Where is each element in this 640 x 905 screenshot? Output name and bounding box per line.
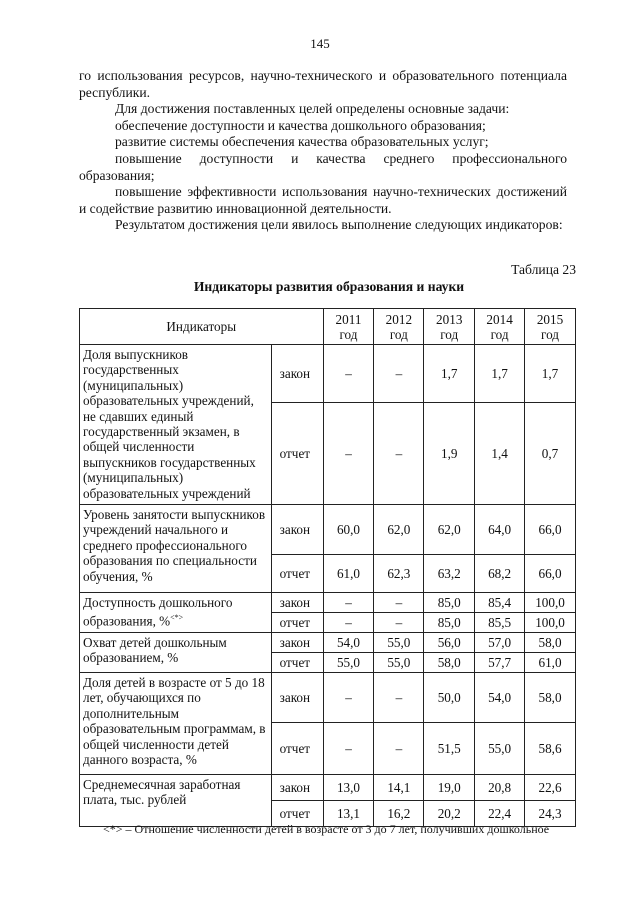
year-header: 2013 год: [424, 309, 475, 345]
value-cell: 55,0: [475, 723, 525, 775]
value-cell: –: [323, 673, 374, 723]
value-cell: 13,0: [323, 775, 374, 801]
value-cell: 58,6: [525, 723, 576, 775]
value-cell: 63,2: [424, 555, 475, 593]
indicator-name: Среднемесячная заработная плата, тыс. рублей: [80, 775, 272, 827]
row-kind: закон: [271, 505, 323, 555]
paragraph: повышение эффективности использования научно-технических достижений и содействие развитию инновационной деятельности.: [79, 184, 567, 216]
table-row: [80, 505, 576, 555]
table-row: [80, 775, 576, 801]
value-cell: 55,0: [374, 633, 424, 653]
value-cell: 55,0: [323, 653, 374, 673]
indicator-name: Доля детей в возрасте от 5 до 18 лет, обучающихся по дополнительным образовательным программам, в общей численности детей данного возраста, %: [80, 673, 272, 775]
value-cell: 51,5: [424, 723, 475, 775]
value-cell: 100,0: [525, 613, 576, 633]
table-label: Таблица 23: [511, 262, 576, 277]
table-row: [80, 673, 576, 723]
value-cell: 24,3: [525, 801, 576, 827]
value-cell: –: [323, 403, 374, 505]
row-kind: закон: [271, 633, 323, 653]
row-kind: закон: [271, 775, 323, 801]
value-cell: 54,0: [475, 673, 525, 723]
row-kind: закон: [271, 673, 323, 723]
body-text: [79, 68, 567, 234]
value-cell: 22,6: [525, 775, 576, 801]
value-cell: 0,7: [525, 403, 576, 505]
value-cell: 68,2: [475, 555, 525, 593]
value-cell: 58,0: [424, 653, 475, 673]
value-cell: –: [323, 593, 374, 613]
value-cell: –: [374, 613, 424, 633]
table-row: [80, 593, 576, 613]
row-kind: закон: [271, 345, 323, 403]
indicator-name: Доступность дошкольного образования, %<*>: [80, 593, 272, 633]
footnote-marker: <*>: [170, 613, 184, 623]
value-cell: 61,0: [525, 653, 576, 673]
row-kind: отчет: [271, 653, 323, 673]
page-number: 145: [310, 36, 330, 51]
value-cell: –: [374, 345, 424, 403]
row-kind: отчет: [271, 613, 323, 633]
value-cell: –: [374, 673, 424, 723]
value-cell: 58,0: [525, 673, 576, 723]
indicator-name: Доля выпускников государственных (муниципальных) образовательных учреждений, не сдавших единый государственный экзамен, в общей численности выпускников государственных (муниципальных) образовательных учреждений: [80, 345, 272, 505]
value-cell: 85,5: [475, 613, 525, 633]
value-cell: 85,4: [475, 593, 525, 613]
indicator-header: Индикаторы: [80, 309, 324, 345]
value-cell: 50,0: [424, 673, 475, 723]
value-cell: 20,8: [475, 775, 525, 801]
value-cell: 1,9: [424, 403, 475, 505]
value-cell: –: [374, 403, 424, 505]
value-cell: 22,4: [475, 801, 525, 827]
value-cell: –: [374, 593, 424, 613]
value-cell: 85,0: [424, 613, 475, 633]
value-cell: 13,1: [323, 801, 374, 827]
value-cell: 66,0: [525, 555, 576, 593]
value-cell: 1,7: [424, 345, 475, 403]
indicators-table: [79, 308, 576, 827]
value-cell: 19,0: [424, 775, 475, 801]
value-cell: 57,0: [475, 633, 525, 653]
value-cell: 1,7: [525, 345, 576, 403]
row-kind: отчет: [271, 555, 323, 593]
value-cell: –: [323, 613, 374, 633]
value-cell: 66,0: [525, 505, 576, 555]
value-cell: 64,0: [475, 505, 525, 555]
year-header: 2015 год: [525, 309, 576, 345]
year-header: 2011 год: [323, 309, 374, 345]
value-cell: 57,7: [475, 653, 525, 673]
value-cell: –: [323, 345, 374, 403]
table-header-row: [80, 309, 576, 345]
value-cell: –: [323, 723, 374, 775]
table-row: [80, 633, 576, 653]
footnote: <*> – Отношение численности детей в возрасте от 3 до 7 лет, получивших дошкольное: [103, 822, 550, 836]
value-cell: 61,0: [323, 555, 374, 593]
row-kind: закон: [271, 593, 323, 613]
indicator-name: Охват детей дошкольным образованием, %: [80, 633, 272, 673]
value-cell: 55,0: [374, 653, 424, 673]
paragraph: развитие системы обеспечения качества образовательных услуг;: [115, 134, 489, 150]
value-cell: 60,0: [323, 505, 374, 555]
value-cell: 56,0: [424, 633, 475, 653]
paragraph: Результатом достижения цели явилось выполнение следующих индикаторов:: [115, 217, 563, 233]
value-cell: 62,0: [374, 505, 424, 555]
row-kind: отчет: [271, 403, 323, 505]
value-cell: 1,7: [475, 345, 525, 403]
value-cell: 1,4: [475, 403, 525, 505]
value-cell: 54,0: [323, 633, 374, 653]
paragraph: повышение доступности и качества среднего профессионального образования;: [79, 150, 567, 183]
value-cell: –: [374, 723, 424, 775]
indicator-name: Уровень занятости выпускников учреждений начального и среднего профессионального образования по специальности обучения, %: [80, 505, 272, 593]
year-header: 2014 год: [475, 309, 525, 345]
paragraph: го использования ресурсов, научно-технического и образовательного потенциала республики.: [79, 68, 567, 100]
value-cell: 58,0: [525, 633, 576, 653]
row-kind: отчет: [271, 723, 323, 775]
paragraph: обеспечение доступности и качества дошкольного образования;: [115, 117, 486, 133]
value-cell: 20,2: [424, 801, 475, 827]
table-row: [80, 345, 576, 403]
paragraph: Для достижения поставленных целей определены основные задачи:: [115, 101, 510, 117]
value-cell: 62,3: [374, 555, 424, 593]
value-cell: 85,0: [424, 593, 475, 613]
year-header: 2012 год: [374, 309, 424, 345]
value-cell: 100,0: [525, 593, 576, 613]
value-cell: 62,0: [424, 505, 475, 555]
row-kind: отчет: [271, 801, 323, 827]
value-cell: 14,1: [374, 775, 424, 801]
value-cell: 16,2: [374, 801, 424, 827]
table-title: Индикаторы развития образования и науки: [193, 279, 465, 294]
